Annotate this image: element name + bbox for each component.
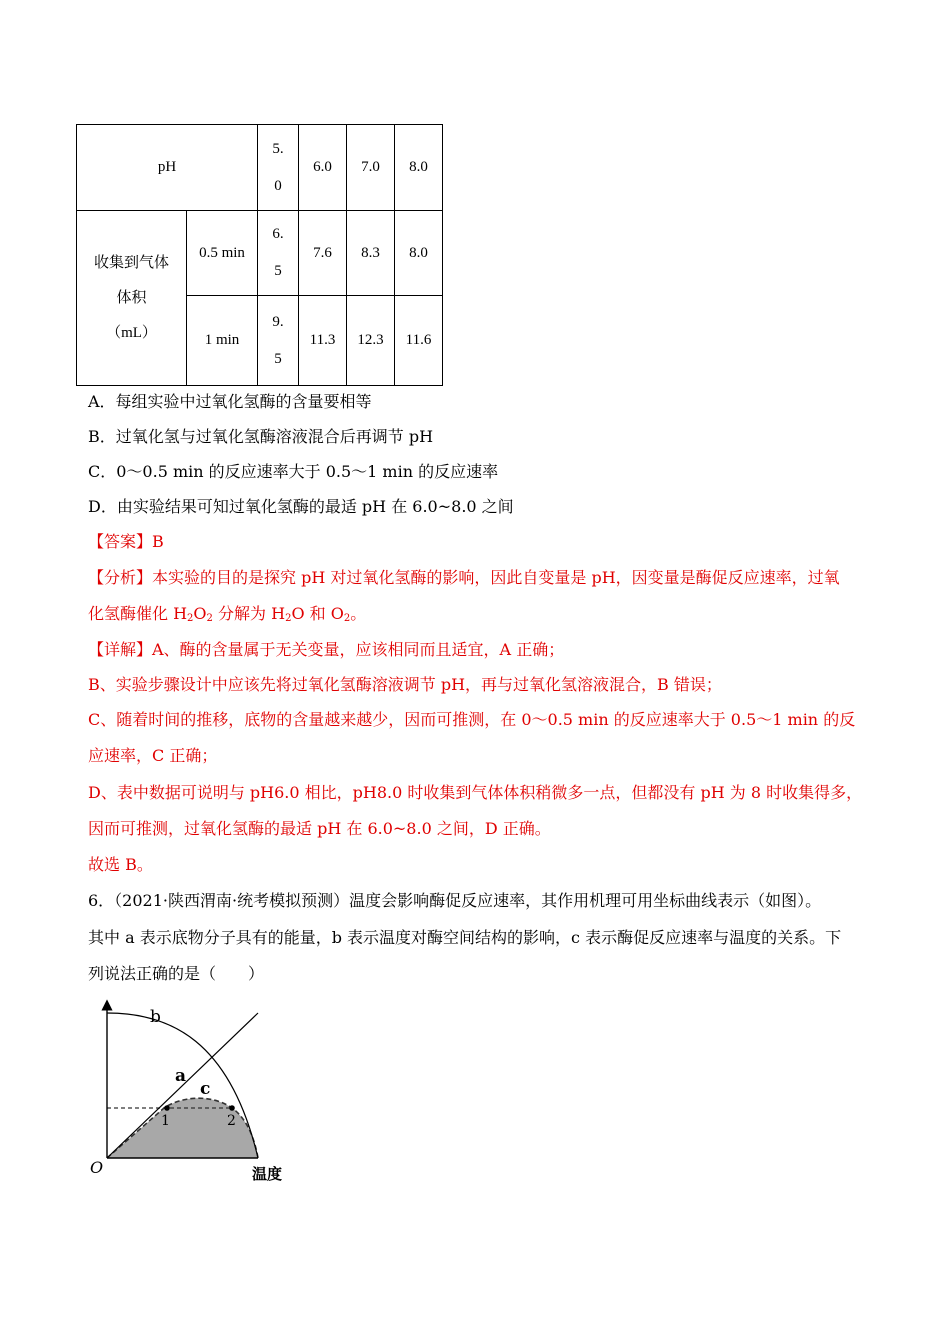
enzyme-temperature-figure — [80, 995, 320, 1195]
table-row — [77, 211, 443, 296]
time-cell: 0.5 min — [187, 211, 258, 296]
detail-line-4: 应速率，C 正确； — [88, 746, 218, 765]
volume-label-line: 收集到气体 — [93, 254, 169, 271]
text-run: O — [193, 604, 207, 623]
point-1 — [164, 1105, 170, 1111]
option-b: B．过氧化氢与过氧化氢酶溶液混合后再调节 pH — [88, 427, 434, 446]
text-run: 分解为 H — [212, 604, 286, 623]
value-cell: 7.6 — [299, 211, 347, 296]
detail-line-5: D、表中数据可说明与 pH6.0 相比，pH8.0 时收集到气体体积稍微多一点，但都没有 pH 为 8 时收集得多， — [88, 783, 863, 802]
value-part: 9. — [272, 313, 284, 330]
option-c: C．0～0.5 min 的反应速率大于 0.5～1 min 的反应速率 — [88, 462, 499, 481]
value-cell: 8.0 — [395, 211, 443, 296]
volume-label-line: （mL） — [106, 324, 157, 341]
value-part: 5 — [274, 350, 282, 367]
subscript: 2 — [343, 613, 351, 624]
detail-line-2: B、实验步骤设计中应该先将过氧化氢酶溶液调节 pH，再与过氧化氢溶液混合，B 错误； — [88, 675, 722, 694]
subscript: 2 — [285, 613, 292, 624]
ph-cell: 8.0 — [395, 125, 443, 211]
point-2 — [229, 1105, 235, 1111]
subscript: 2 — [206, 613, 213, 624]
option-a: A．每组实验中过氧化氢酶的含量要相等 — [88, 392, 372, 411]
subscript: 2 — [187, 613, 194, 624]
label-c: c — [200, 1079, 211, 1099]
value-cell: 11.3 — [299, 296, 347, 386]
ph-label-cell: pH — [77, 125, 258, 211]
volume-label-line: 体积 — [116, 289, 147, 306]
value-cell — [258, 296, 299, 386]
time-cell: 1 min — [187, 296, 258, 386]
detail-line-3: C、随着时间的推移，底物的含量越来越少，因而可推测，在 0～0.5 min 的反应速率大于 0.5～1 min 的反 — [88, 710, 856, 729]
label-1: 1 — [161, 1113, 170, 1129]
ph-value-part: 0 — [274, 177, 282, 194]
ph-value-part: 5. — [272, 140, 284, 157]
detail-line-6: 因而可推测，过氧化氢酶的最适 pH 在 6.0~8.0 之间，D 正确。 — [88, 819, 551, 838]
value-cell — [258, 211, 299, 296]
label-b: b — [150, 1007, 161, 1027]
x-axis-label: 温度 — [252, 1165, 283, 1183]
volume-label-cell — [77, 211, 187, 386]
analysis-line-2 — [88, 603, 366, 625]
option-d: D．由实验结果可知过氧化氢酶的最适 pH 在 6.0~8.0 之间 — [88, 497, 514, 516]
detail-line-1: 【详解】A、酶的含量属于无关变量，应该相同而且适宜，A 正确； — [88, 640, 565, 659]
question-6-line-2: 其中 a 表示底物分子具有的能量，b 表示温度对酶空间结构的影响，c 表示酶促反应速率与温度的关系。下 — [88, 928, 842, 947]
analysis-line-1: 【分析】本实验的目的是探究 pH 对过氧化氢酶的影响，因此自变量是 pH，因变量是酶促反应速率，过氧 — [88, 568, 840, 587]
label-2: 2 — [227, 1113, 236, 1129]
value-cell: 11.6 — [395, 296, 443, 386]
text-run: 化氢酶催化 H — [88, 604, 188, 623]
ph-cell — [258, 125, 299, 211]
ph-cell: 7.0 — [347, 125, 395, 211]
answer-line: 【答案】B — [88, 532, 164, 551]
value-part: 6. — [272, 226, 284, 242]
value-cell: 8.3 — [347, 211, 395, 296]
detail-line-7: 故选 B。 — [88, 855, 153, 874]
label-origin: O — [90, 1158, 104, 1177]
text-run: O 和 O — [291, 604, 344, 623]
text-run: 。 — [350, 604, 367, 623]
value-part: 5 — [274, 263, 282, 279]
figure-svg — [80, 995, 320, 1195]
question-6-line-1: 6．（2021·陕西渭南·统考模拟预测）温度会影响酶促反应速率，其作用机理可用坐标曲线表示（如图）。 — [88, 891, 822, 910]
label-a: a — [175, 1066, 187, 1086]
table-row-ph — [77, 125, 443, 211]
value-cell: 12.3 — [347, 296, 395, 386]
ph-data-table — [76, 124, 443, 386]
ph-cell: 6.0 — [299, 125, 347, 211]
question-6-line-3: 列说法正确的是（ ） — [88, 964, 265, 983]
